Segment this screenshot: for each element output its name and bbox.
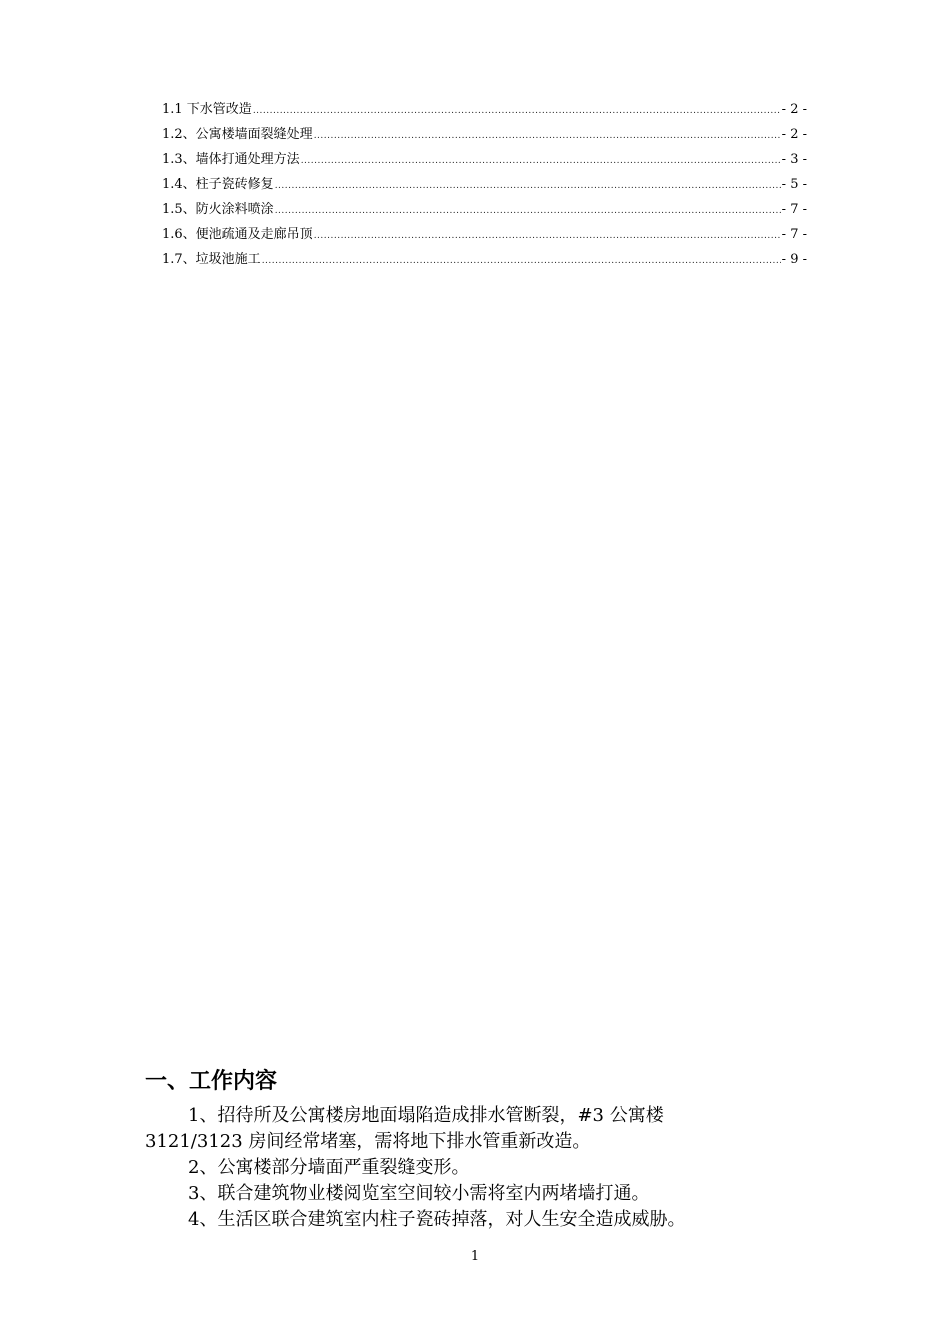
toc-leader-dots — [275, 176, 781, 196]
toc-entry[interactable] — [162, 100, 807, 125]
body-paragraph: 2、公寓楼部分墙面严重裂缝变形。 — [188, 1157, 470, 1178]
toc-entry[interactable] — [162, 250, 807, 275]
toc-entry[interactable] — [162, 125, 807, 150]
page-number: 1 — [470, 1249, 480, 1264]
toc-entry-page: - 9 - — [781, 252, 807, 267]
toc-entry-page: - 7 - — [781, 202, 807, 217]
toc-leader-dots — [314, 226, 781, 246]
toc-entry-label: 1.4、柱子瓷砖修复 — [162, 177, 274, 192]
toc-entry-page: - 3 - — [781, 152, 807, 167]
section-body — [145, 1103, 810, 1233]
toc-entry-page: - 2 - — [781, 127, 807, 142]
body-paragraph-continuation: 3121/3123 房间经常堵塞，需将地下排水管重新改造。 — [145, 1131, 591, 1152]
toc-leader-dots — [301, 151, 781, 171]
body-paragraph: 3、联合建筑物业楼阅览室空间较小需将室内两堵墙打通。 — [188, 1183, 650, 1204]
toc-entry-label: 1.7、垃圾池施工 — [162, 252, 261, 267]
toc-entry-label: 1.2、公寓楼墙面裂缝处理 — [162, 127, 313, 142]
toc-entry-page: - 2 - — [781, 102, 807, 117]
table-of-contents — [162, 100, 807, 275]
toc-leader-dots — [253, 101, 781, 121]
toc-leader-dots — [314, 126, 781, 146]
toc-entry-label: 1.6、便池疏通及走廊吊顶 — [162, 227, 313, 242]
section-heading: 一、工作内容 — [145, 1069, 278, 1094]
toc-entry[interactable] — [162, 175, 807, 200]
toc-entry-label: 1.5、防火涂料喷涂 — [162, 202, 274, 217]
toc-entry[interactable] — [162, 150, 807, 175]
toc-leader-dots — [262, 251, 781, 271]
toc-entry-page: - 5 - — [781, 177, 807, 192]
toc-entry-label: 1.1 下水管改造 — [162, 102, 252, 117]
body-paragraph: 1、招待所及公寓楼房地面塌陷造成排水管断裂，#3 公寓楼 — [188, 1105, 664, 1126]
toc-entry-page: - 7 - — [781, 227, 807, 242]
toc-entry[interactable] — [162, 225, 807, 250]
body-paragraph: 4、生活区联合建筑室内柱子瓷砖掉落，对人生安全造成威胁。 — [188, 1209, 686, 1230]
toc-entry-label: 1.3、墙体打通处理方法 — [162, 152, 300, 167]
toc-leader-dots — [275, 201, 781, 221]
toc-entry[interactable] — [162, 200, 807, 225]
